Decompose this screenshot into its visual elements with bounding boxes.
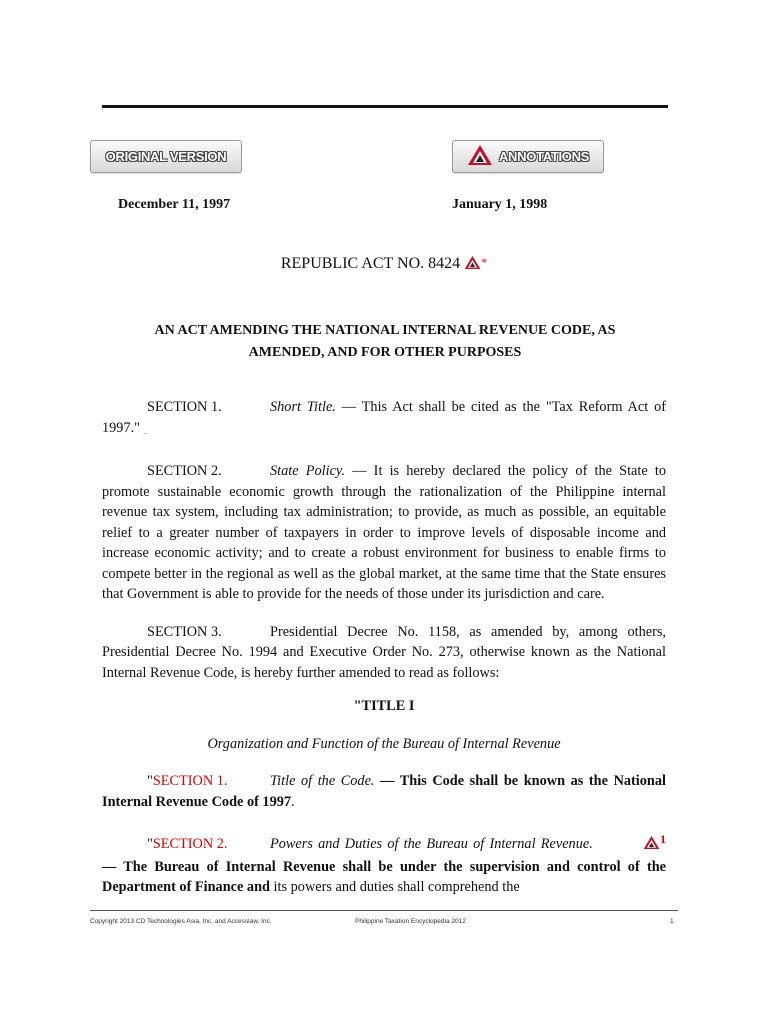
code-section-1-label-wrap: [147, 771, 270, 792]
footer-publication: Philippine Taxation Encyclopedia 2012: [355, 918, 466, 925]
act-number-marker: *: [481, 255, 488, 269]
original-version-button[interactable]: [90, 140, 242, 173]
section-2-heading: State Policy.: [270, 463, 346, 479]
section-1-text: — This Act shall be cited as the "Tax Reform Act of 1997.": [102, 399, 666, 436]
annotation-link-icon[interactable]: [464, 255, 481, 275]
code-section-1: [102, 771, 666, 812]
section-3: [102, 622, 666, 684]
annotated-date: January 1, 1998: [452, 197, 548, 212]
act-title-line1: AN ACT AMENDING THE NATIONAL INTERNAL REVENUE CODE, AS: [154, 323, 616, 338]
code-section-2-heading: Powers and Duties of the Bureau of Internal Revenue.: [270, 836, 593, 852]
act-number-heading: [0, 255, 768, 275]
top-rule: [102, 105, 668, 108]
original-version-label: ORIGINAL VERSION: [105, 149, 227, 164]
link-marker-icon[interactable]: ─: [143, 430, 148, 437]
annotation-logo-icon: [467, 144, 493, 169]
section-2-label: SECTION 2.: [147, 463, 222, 479]
section-2: [102, 461, 666, 605]
section-3-label: SECTION 3.: [147, 623, 222, 640]
code-section-1-end: .: [291, 793, 295, 810]
section-1: [102, 397, 666, 444]
code-section-1-heading: Title of the Code.: [270, 773, 375, 789]
code-section-2-quote: ": [147, 836, 153, 852]
act-number: REPUBLIC ACT NO. 8424: [280, 255, 461, 272]
title-subheading: Organization and Function of the Bureau of Internal Revenue: [207, 735, 561, 752]
annotations-button[interactable]: [452, 140, 604, 173]
code-section-2-text: its powers and duties shall comprehend the: [269, 879, 520, 895]
code-section-2-label: SECTION 2.: [152, 836, 228, 852]
code-section-2: [102, 829, 666, 898]
code-section-1-quote: ": [147, 773, 153, 789]
annotation-link-icon[interactable]: [598, 835, 660, 857]
annotations-label: ANNOTATIONS: [498, 149, 590, 164]
code-section-2-label-wrap: [147, 834, 270, 855]
section-3-text: Presidential Decree No. 1158, as amended by, among others, Presidential Decree No. 1994 and Executive Order No. 273, otherwise known as the National Internal Revenue Code, is hereby further amended to read as follows:: [102, 623, 666, 681]
footer-rule: [90, 910, 678, 911]
footer-copyright: Copyright 2013 CD Technologies Asia, Inc. and Accesslaw, Inc.: [90, 918, 272, 925]
title-heading: "TITLE I: [353, 698, 415, 714]
page-number: 1: [670, 918, 674, 925]
section-1-heading: Short Title.: [270, 399, 336, 415]
code-section-1-text: — This Code shall be known as the National Internal Revenue Code of 1997: [102, 773, 666, 810]
act-title-line2: AMENDED, AND FOR OTHER PURPOSES: [248, 345, 522, 360]
section-1-label: SECTION 1.: [147, 399, 222, 415]
code-section-1-label: SECTION 1.: [152, 773, 228, 789]
document-body: [102, 397, 666, 915]
original-date: December 11, 1997: [118, 197, 231, 212]
code-section-2-bold-text: — The Bureau of Internal Revenue shall be under the supervision and control of the Department of Finance and: [102, 858, 666, 895]
footnote-marker[interactable]: 1: [660, 832, 666, 846]
section-2-text: — It is hereby declared the policy of the State to promote sustainable economic growth through the rationalization of the Philippine internal revenue tax system, including tax administration; to provide, as much as possible, an equitable relief to a greater number of taxpayers in order to improve levels of disposable income and increase economic activity; and to create a robust environment for business to enable firms to compete better in the regional as well as the global market, at the same time that the State ensures that Government is able to provide for the needs of those under its jurisdiction and care.: [102, 463, 666, 602]
act-title: [102, 320, 668, 364]
